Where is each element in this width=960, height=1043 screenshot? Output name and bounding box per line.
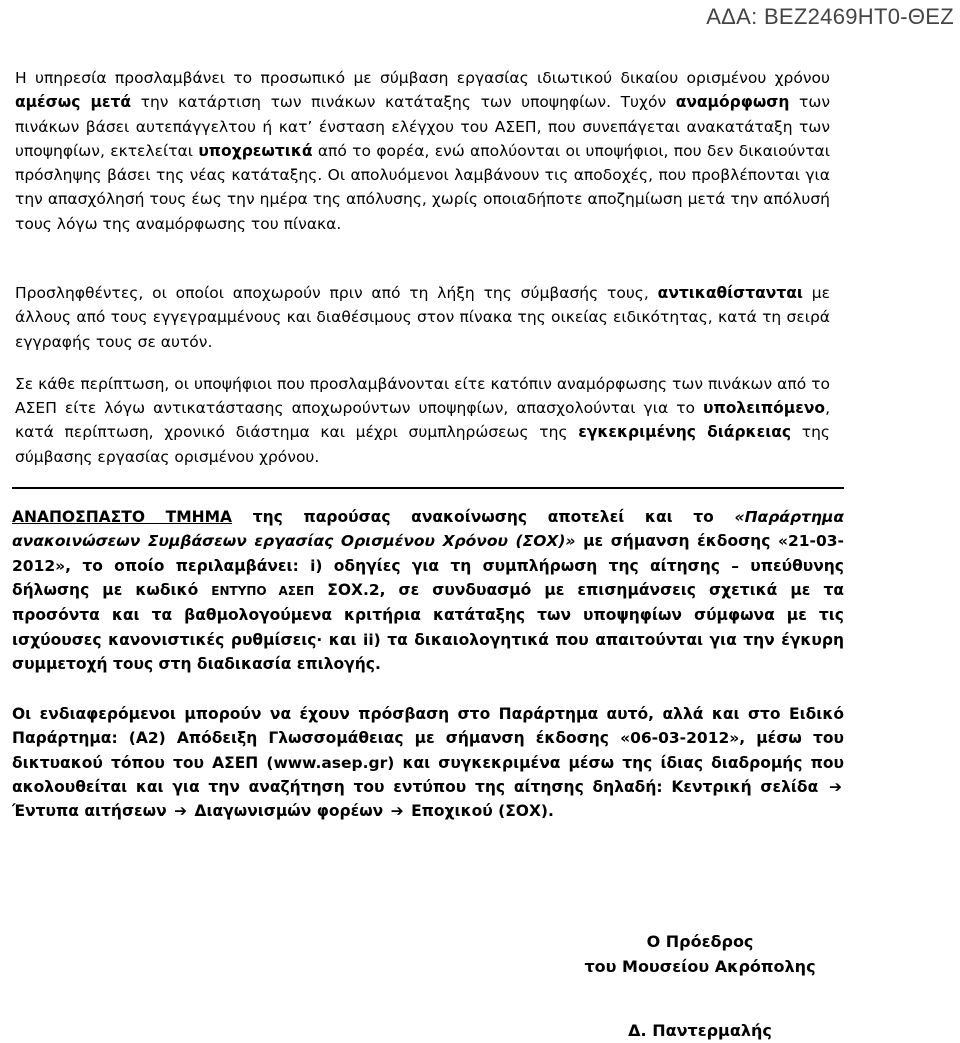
- signature-name: Δ. Παντερμαλής: [628, 1021, 772, 1040]
- hiring-paragraph: [15, 66, 830, 263]
- document-body: [12, 66, 845, 824]
- bold-run: αμέσως μετά: [15, 93, 132, 112]
- arrow-right-icon: ➔: [829, 778, 842, 797]
- path-step: Διαγωνισμών φορέων: [194, 802, 384, 821]
- bold-run: εγκεκριμένης διάρκειας: [578, 423, 792, 442]
- signature-title-line: του Μουσείου Ακρόπολης: [584, 957, 816, 976]
- replacement-paragraph: [15, 281, 830, 354]
- text-run: Προσληφθέντες, οι οποίοι αποχωρούν πριν από τη λήξη της σύμβασής τους,: [15, 284, 658, 302]
- text-run: με άλλους από τους εγγεγραμμένους και διαθέσιμους στον πίνακα της οικείας ειδικότητας, κατά τη σειρά εγγραφής τους σε αυτόν.: [15, 284, 830, 351]
- bold-run: αντικαθίστανται: [657, 284, 803, 302]
- access-paragraph: [12, 702, 844, 823]
- path-step: Κεντρική σελίδα: [671, 778, 819, 797]
- annex-paragraph: [12, 505, 844, 676]
- underlined-run: ΑΝΑΠΟΣΠΑΣΤΟ ΤΜΗΜΑ: [12, 508, 233, 527]
- form-code-run: ΕΝΤΥΠΟ ΑΣΕΠ: [211, 583, 315, 598]
- text-run: Η υπηρεσία προσλαμβάνει το προσωπικό με σύμβαση εργασίας ιδιωτικού δικαίου ορισμένου χρόνου: [15, 69, 830, 87]
- text-run: με σήμανση έκδοσης «21-03-2012», το οποίο περιλαμβάνει: i) οδηγίες για τη συμπλήρωση της αίτησης – υπεύθυνης δήλωσης με κωδικό: [12, 532, 844, 599]
- text-run: Σε κάθε περίπτωση, οι υποψήφιοι που προσλαμβάνονται είτε κατόπιν αναμόρφωσης των πινάκων από το ΑΣΕΠ είτε λόγω αντικατάστασης αποχωρούντων υποψηφίων, απασχολούνται για το: [15, 374, 830, 418]
- text-run: από το φορέα, ενώ απολύονται οι υποψήφιοι, που δεν δικαιούνται πρόσληψης βάσει της νέας κατάταξης. Οι απολυόμενοι λαμβάνουν τις αποδοχές, που προβλέπονται για την απασχόλησή τους έως την ημέρα της απόλυσης, χωρίς οποιαδήποτε αποζημίωση μετά την απόλυσή τους λόγω της αναμόρφωσης του πίνακα.: [15, 141, 830, 233]
- ada-code-header: ΑΔΑ: ΒΕΖ2469ΗΤ0-ΘΕΖ: [706, 4, 954, 29]
- text-run: Οι ενδιαφερόμενοι μπορούν να έχουν πρόσβαση στο Παράρτημα αυτό, αλλά και στο Ειδικό Παράρτημα: (Α2) Απόδειξη Γλωσσομάθειας με σήμανση έκδοσης «06-03-2012», μέσω του δικτυακού τόπου του ΑΣΕΠ (www.asep.gr) και συγκεκριμένα μέσω της ίδιας διαδρομής που ακολουθείται και για την αναζήτηση του εντύπου της αίτησης δηλαδή:: [12, 705, 844, 797]
- path-step: Έντυπα αιτήσεων: [12, 802, 167, 821]
- text-run: ΣΟΧ.2, σε συνδυασμό με επισημάνσεις σχετικά με τα προσόντα και τα βαθμολογούμενα κριτήρια κατάταξης των υποψηφίων σύμφωνα με τις ισχύουσες κανονιστικές ρυθμίσεις· και ii) τα δικαιολογητικά που απαιτούνται για την έγκυρη συμμετοχή τους στη διαδικασία επιλογής.: [12, 580, 844, 673]
- bold-run: αναμόρφωση: [675, 93, 790, 112]
- arrow-right-icon: ➔: [390, 802, 404, 821]
- signature-title-line: Ο Πρόεδρος: [646, 932, 754, 951]
- text-run: την κατάρτιση των πινάκων κατάταξης των υποψηφίων. Τυχόν: [131, 93, 676, 112]
- italic-run: «Παράρτημα ανακοινώσεων Συμβάσεων εργασίας Ορισμένου Χρόνου (ΣΟΧ)»: [12, 508, 845, 551]
- arrow-right-icon: ➔: [174, 802, 188, 821]
- path-step: Εποχικού (ΣΟΧ).: [411, 802, 554, 821]
- text-run: της σύμβασης εργασίας ορισμένου χρόνου.: [15, 423, 830, 466]
- bold-run: υποχρεωτικά: [198, 141, 313, 160]
- text-run: της παρούσας ανακοίνωσης αποτελεί και το: [232, 508, 735, 527]
- annex-section: [12, 487, 844, 824]
- signature-title: [500, 929, 900, 979]
- bold-run: υπολειπόμενο: [703, 399, 826, 418]
- text-run: , κατά περίπτωση, χρονικό διάστημα και μέχρι συμπληρώσεως της: [15, 399, 830, 442]
- duration-paragraph: [15, 372, 830, 469]
- text-run: των πινάκων βάσει αυτεπάγγελτου ή κατ’ ένσταση ελέγχου του ΑΣΕΠ, που συνεπάγεται ανακατάταξη των υποψηφίων, εκτελείται: [15, 93, 830, 160]
